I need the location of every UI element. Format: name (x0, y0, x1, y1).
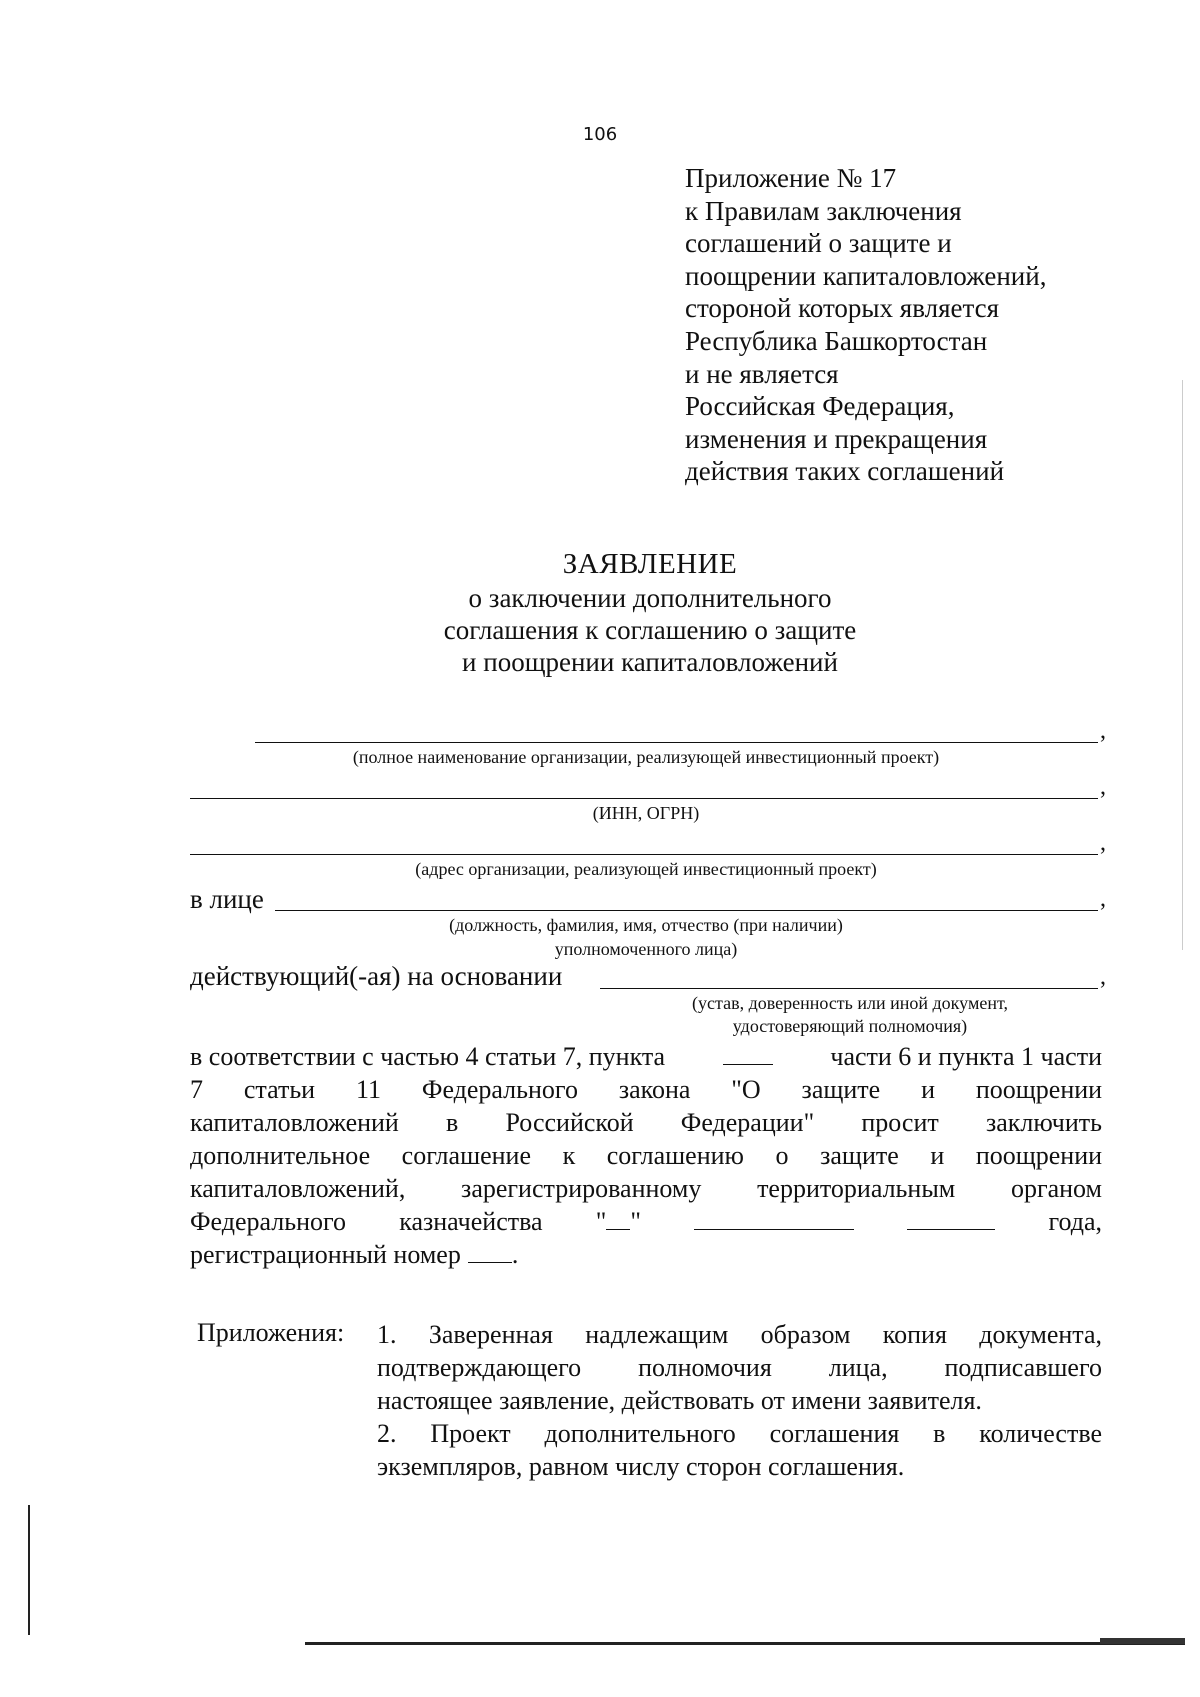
attachment-item-line: экземпляров, равном числу сторон соглашения. (377, 1452, 905, 1481)
org-name-comma: , (1100, 718, 1106, 744)
body-word: капиталовложений (190, 1108, 399, 1137)
representative-caption: (должность, фамилия, имя, отчество (при наличии) (449, 915, 843, 935)
body-word: к (562, 1141, 576, 1170)
body-word: соглашение (401, 1141, 531, 1170)
attachment-item-line: 1. Заверенная надлежащим образом копия документа, (377, 1320, 1102, 1349)
appendix-line: Российская Федерация, (685, 391, 955, 422)
body-word: Российской (505, 1108, 634, 1137)
representative-comma: , (1100, 886, 1106, 912)
appendix-block (685, 162, 1185, 488)
body-word: защите (801, 1075, 881, 1104)
attachment-item-line: 2. Проект дополнительного соглашения в количестве (377, 1419, 1102, 1448)
document-title: ЗАЯВЛЕНИЕ (562, 548, 738, 580)
body-text: части 6 и пункта 1 части (830, 1042, 1102, 1071)
document-subtitle-line: о заключении дополнительного (468, 583, 832, 613)
org-name-caption: (полное наименование организации, реализующей инвестиционный проект) (352, 747, 940, 767)
body-word: 11 (355, 1075, 382, 1104)
month-blank[interactable] (694, 1207, 854, 1230)
representative-caption: уполномоченного лица) (554, 939, 738, 959)
scan-edge-line (1182, 380, 1183, 950)
representative-field-line[interactable] (275, 910, 1098, 911)
document-heading (300, 548, 1000, 678)
appendix-line: Приложение № 17 (685, 163, 897, 193)
body-word: регистрационный номер (190, 1240, 461, 1269)
body-word: территориальным (757, 1174, 956, 1203)
address-comma: , (1100, 830, 1106, 856)
date-day-field (596, 1205, 641, 1238)
inn-caption: (ИНН, ОГРН) (592, 803, 700, 823)
body-word: Федерации" (680, 1108, 815, 1137)
day-blank[interactable] (606, 1207, 630, 1230)
appendix-line: к Правилам заключения (685, 195, 962, 226)
document-subtitle-line: соглашения к соглашению о защите (443, 615, 857, 645)
body-word: в (446, 1108, 459, 1137)
body-word: Федерального (190, 1207, 347, 1236)
scan-edge-line (28, 1505, 30, 1635)
body-word: органом (1010, 1174, 1102, 1203)
quote-mark: " (595, 1207, 607, 1236)
body-word: защите (820, 1141, 899, 1170)
appendix-line: и не является (685, 358, 839, 389)
attachments-list (377, 1318, 1102, 1483)
body-word: о (775, 1141, 789, 1170)
page-number: 106 (582, 124, 618, 145)
address-field-line[interactable] (190, 854, 1098, 855)
represented-by-label: в лице (190, 884, 264, 914)
org-name-field-line[interactable] (255, 742, 1098, 743)
attachment-item-line: подтверждающего полномочия лица, подписавшего (377, 1353, 1102, 1382)
body-text: в соответствии с частью 4 статьи 7, пункта (190, 1042, 666, 1071)
address-caption: (адрес организации, реализующей инвестиционный проект) (415, 859, 877, 879)
body-word: поощрении (975, 1075, 1102, 1104)
body-word: просит (861, 1108, 939, 1137)
appendix-line: Республика Башкортостан (685, 325, 988, 356)
body-word: казначейства (399, 1207, 543, 1236)
attachments-label: Приложения: (197, 1318, 345, 1347)
body-word: и (921, 1075, 935, 1104)
body-word: года, (1048, 1207, 1102, 1236)
body-word: дополнительное (190, 1141, 371, 1170)
body-word: . (511, 1240, 519, 1269)
body-word: поощрении (975, 1141, 1102, 1170)
appendix-line: поощрении капиталовложений, (685, 260, 1047, 291)
appendix-line: стороной которых является (685, 293, 1000, 324)
appendix-line: изменения и прекращения (685, 423, 988, 454)
body-word: 7 (190, 1075, 203, 1104)
body-paragraph (190, 1040, 1102, 1271)
body-word: и (930, 1141, 945, 1170)
body-word: соглашению (606, 1141, 744, 1170)
appendix-line: соглашений о защите и (685, 228, 952, 259)
document-subtitle-line: и поощрении капиталовложений (462, 647, 838, 677)
scan-bottom-rule (305, 1642, 1185, 1645)
basis-caption: удостоверяющий полномочия) (732, 1016, 968, 1036)
body-word: "О (731, 1075, 761, 1104)
body-word: статьи (243, 1075, 316, 1104)
body-word: заключить (985, 1108, 1102, 1137)
body-word: зарегистрированному (461, 1174, 702, 1203)
body-word: Федерального (421, 1075, 578, 1104)
basis-field-line[interactable] (600, 988, 1098, 989)
point-number-blank[interactable] (723, 1042, 773, 1065)
inn-field-line[interactable] (190, 798, 1098, 799)
appendix-line: действия таких соглашений (685, 456, 1005, 487)
acting-basis-label: действующий(-ая) на основании (190, 961, 563, 991)
basis-comma: , (1100, 964, 1106, 990)
year-blank[interactable] (907, 1207, 995, 1230)
body-word: закона (618, 1075, 691, 1104)
quote-mark: " (630, 1207, 641, 1236)
scan-bottom-rule (1100, 1638, 1185, 1644)
body-word: капиталовложений, (190, 1174, 406, 1203)
basis-caption: (устав, доверенность или иной документ, (692, 993, 1008, 1013)
inn-comma: , (1100, 774, 1106, 800)
registration-number-blank[interactable] (468, 1240, 512, 1263)
attachment-item-line: настоящее заявление, действовать от имени заявителя. (377, 1386, 982, 1415)
